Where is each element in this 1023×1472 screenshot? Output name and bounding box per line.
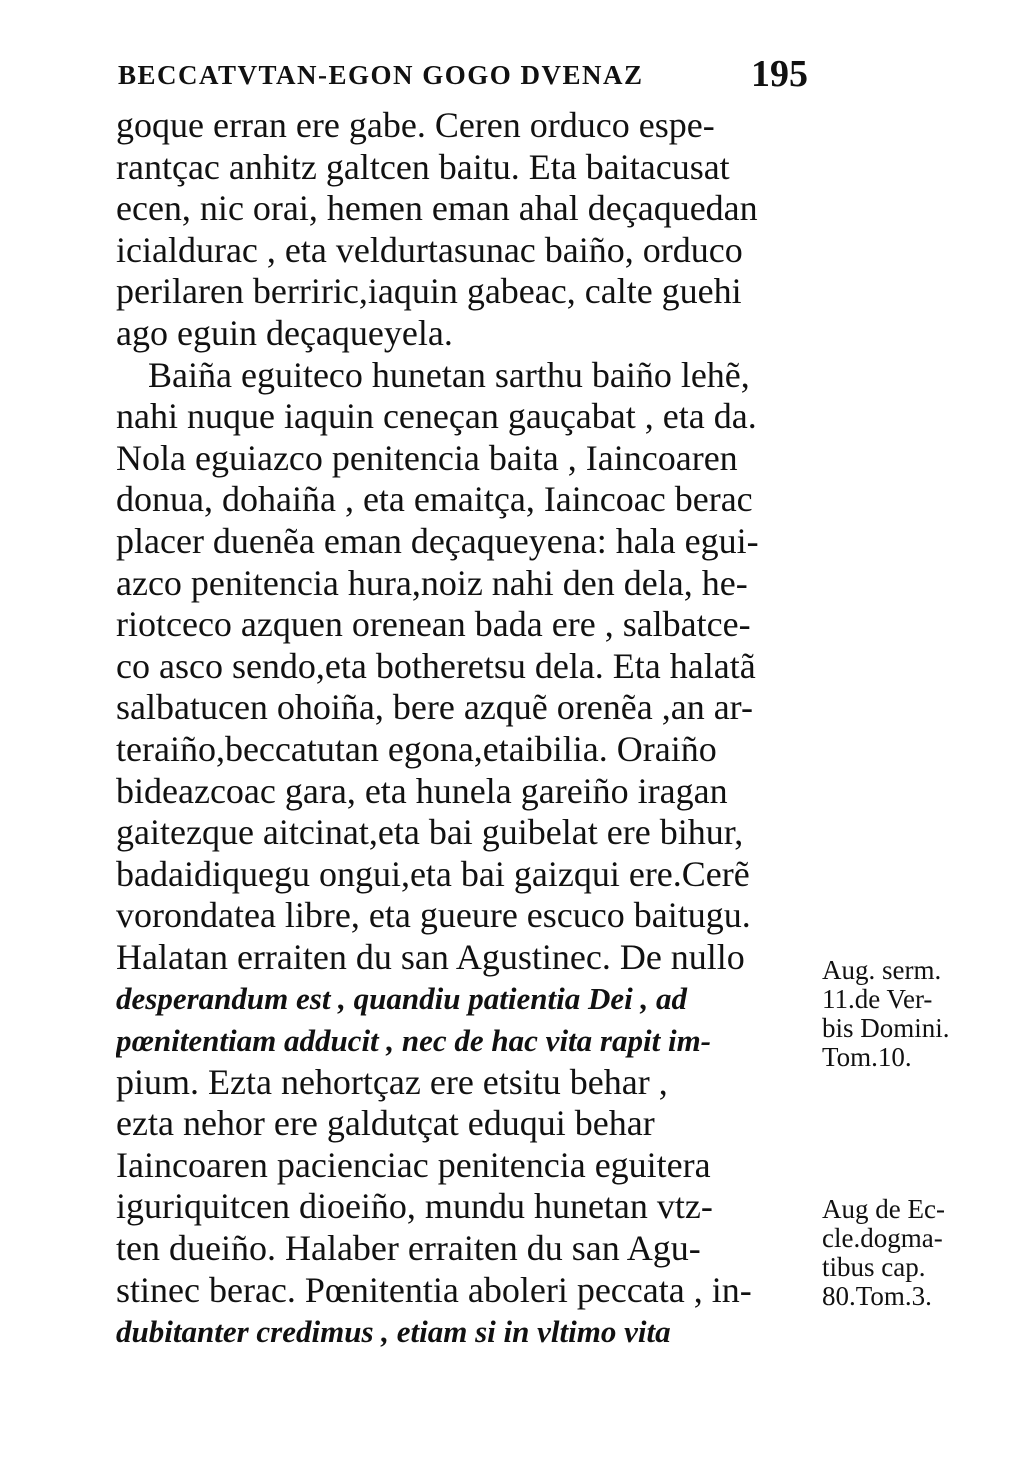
margin-note-line: 80.Tom.3. xyxy=(822,1282,932,1311)
text-line: azco penitencia hura,noiz nahi den dela, he- xyxy=(116,562,748,603)
text-line: nahi nuque iaquin ceneçan gauçabat , eta da. xyxy=(116,396,757,437)
text-line: rantçac anhitz galtcen baitu. Eta baitacusat xyxy=(116,146,730,187)
page-number: 195 xyxy=(751,53,808,95)
text-line: goque erran ere gabe. Ceren orduco espe- xyxy=(116,105,715,145)
text-line: ecen, nic orai, hemen eman ahal deçaquedan xyxy=(116,188,758,229)
margin-note-line: bis Domini. xyxy=(822,1014,950,1043)
margin-note-line: Aug de Ec- xyxy=(822,1195,945,1224)
text-line: iguriquitcen dioeiño, mundu hunetan vtz- xyxy=(116,1186,713,1227)
text-line: teraiño,beccatutan egona,etaibilia. Oraiño xyxy=(116,728,717,769)
margin-note-line: 11.de Ver- xyxy=(822,985,933,1014)
running-head xyxy=(118,52,818,102)
text-line: badaidiquegu ongui,eta bai gaizqui ere.Cerẽ xyxy=(116,853,750,894)
margin-note-line: Tom.10. xyxy=(822,1043,912,1072)
text-line: gaitezque aitcinat,eta bai guibelat ere bihur, xyxy=(116,812,744,853)
text-line: placer duenẽa eman deçaqueyena: hala egui- xyxy=(116,520,759,561)
latin-quote-line: dubitanter credimus , etiam si in vltimo vita xyxy=(116,1314,671,1350)
running-title: BECCATVTAN-EGON GOGO DVENAZ xyxy=(118,60,644,90)
margin-note-line: tibus cap. xyxy=(822,1253,926,1282)
text-line: Iaincoaren pacienciac penitencia eguitera xyxy=(116,1144,711,1185)
text-line: perilaren berriric,iaquin gabeac, calte guehi xyxy=(116,271,742,312)
text-line: riotceco azquen orenean bada ere , salbatce- xyxy=(116,604,751,645)
text-line: pium. Ezta nehortçaz ere etsitu behar , xyxy=(116,1061,668,1102)
text-line: vorondatea libre, eta gueure escuco baitugu. xyxy=(116,895,751,936)
text-line: ago eguin deçaqueyela. xyxy=(116,312,453,353)
text-line: Halatan erraiten du san Agustinec. De nullo xyxy=(116,936,745,977)
text-line: stinec berac. Pœnitentia aboleri peccata , in- xyxy=(116,1269,752,1310)
text-line: icialdurac , eta veldurtasunac baiño, orduco xyxy=(116,229,743,270)
margin-note-augustine-sermon xyxy=(822,956,1017,1072)
text-line: Baiña eguiteco hunetan sarthu baiño lehẽ, xyxy=(148,354,750,395)
text-line: ten dueiño. Halaber erraiten du san Agu- xyxy=(116,1228,701,1269)
text-line: Nola eguiazco penitencia baita , Iaincoaren xyxy=(116,437,738,478)
margin-note-augustine-dogmatibus xyxy=(822,1195,1017,1311)
text-line: salbatucen ohoiña, bere azquẽ orenẽa ,an ar- xyxy=(116,687,753,728)
body-text xyxy=(116,105,816,1353)
latin-quote-line: pœnitentiam adducit , nec de hac vita rapit im- xyxy=(116,1023,712,1059)
latin-quote-line: desperandum est , quandiu patientia Dei , ad xyxy=(116,981,687,1017)
text-line: bideazcoac gara, eta hunela gareiño iragan xyxy=(116,770,728,811)
margin-note-line: cle.dogma- xyxy=(822,1224,943,1253)
text-line: ezta nehor ere galdutçat eduqui behar xyxy=(116,1103,655,1144)
text-line: co asco sendo,eta botheretsu dela. Eta halatã xyxy=(116,645,756,686)
text-line: donua, dohaiña , eta emaitça, Iaincoac berac xyxy=(116,479,753,520)
margin-note-line: Aug. serm. xyxy=(822,956,942,985)
